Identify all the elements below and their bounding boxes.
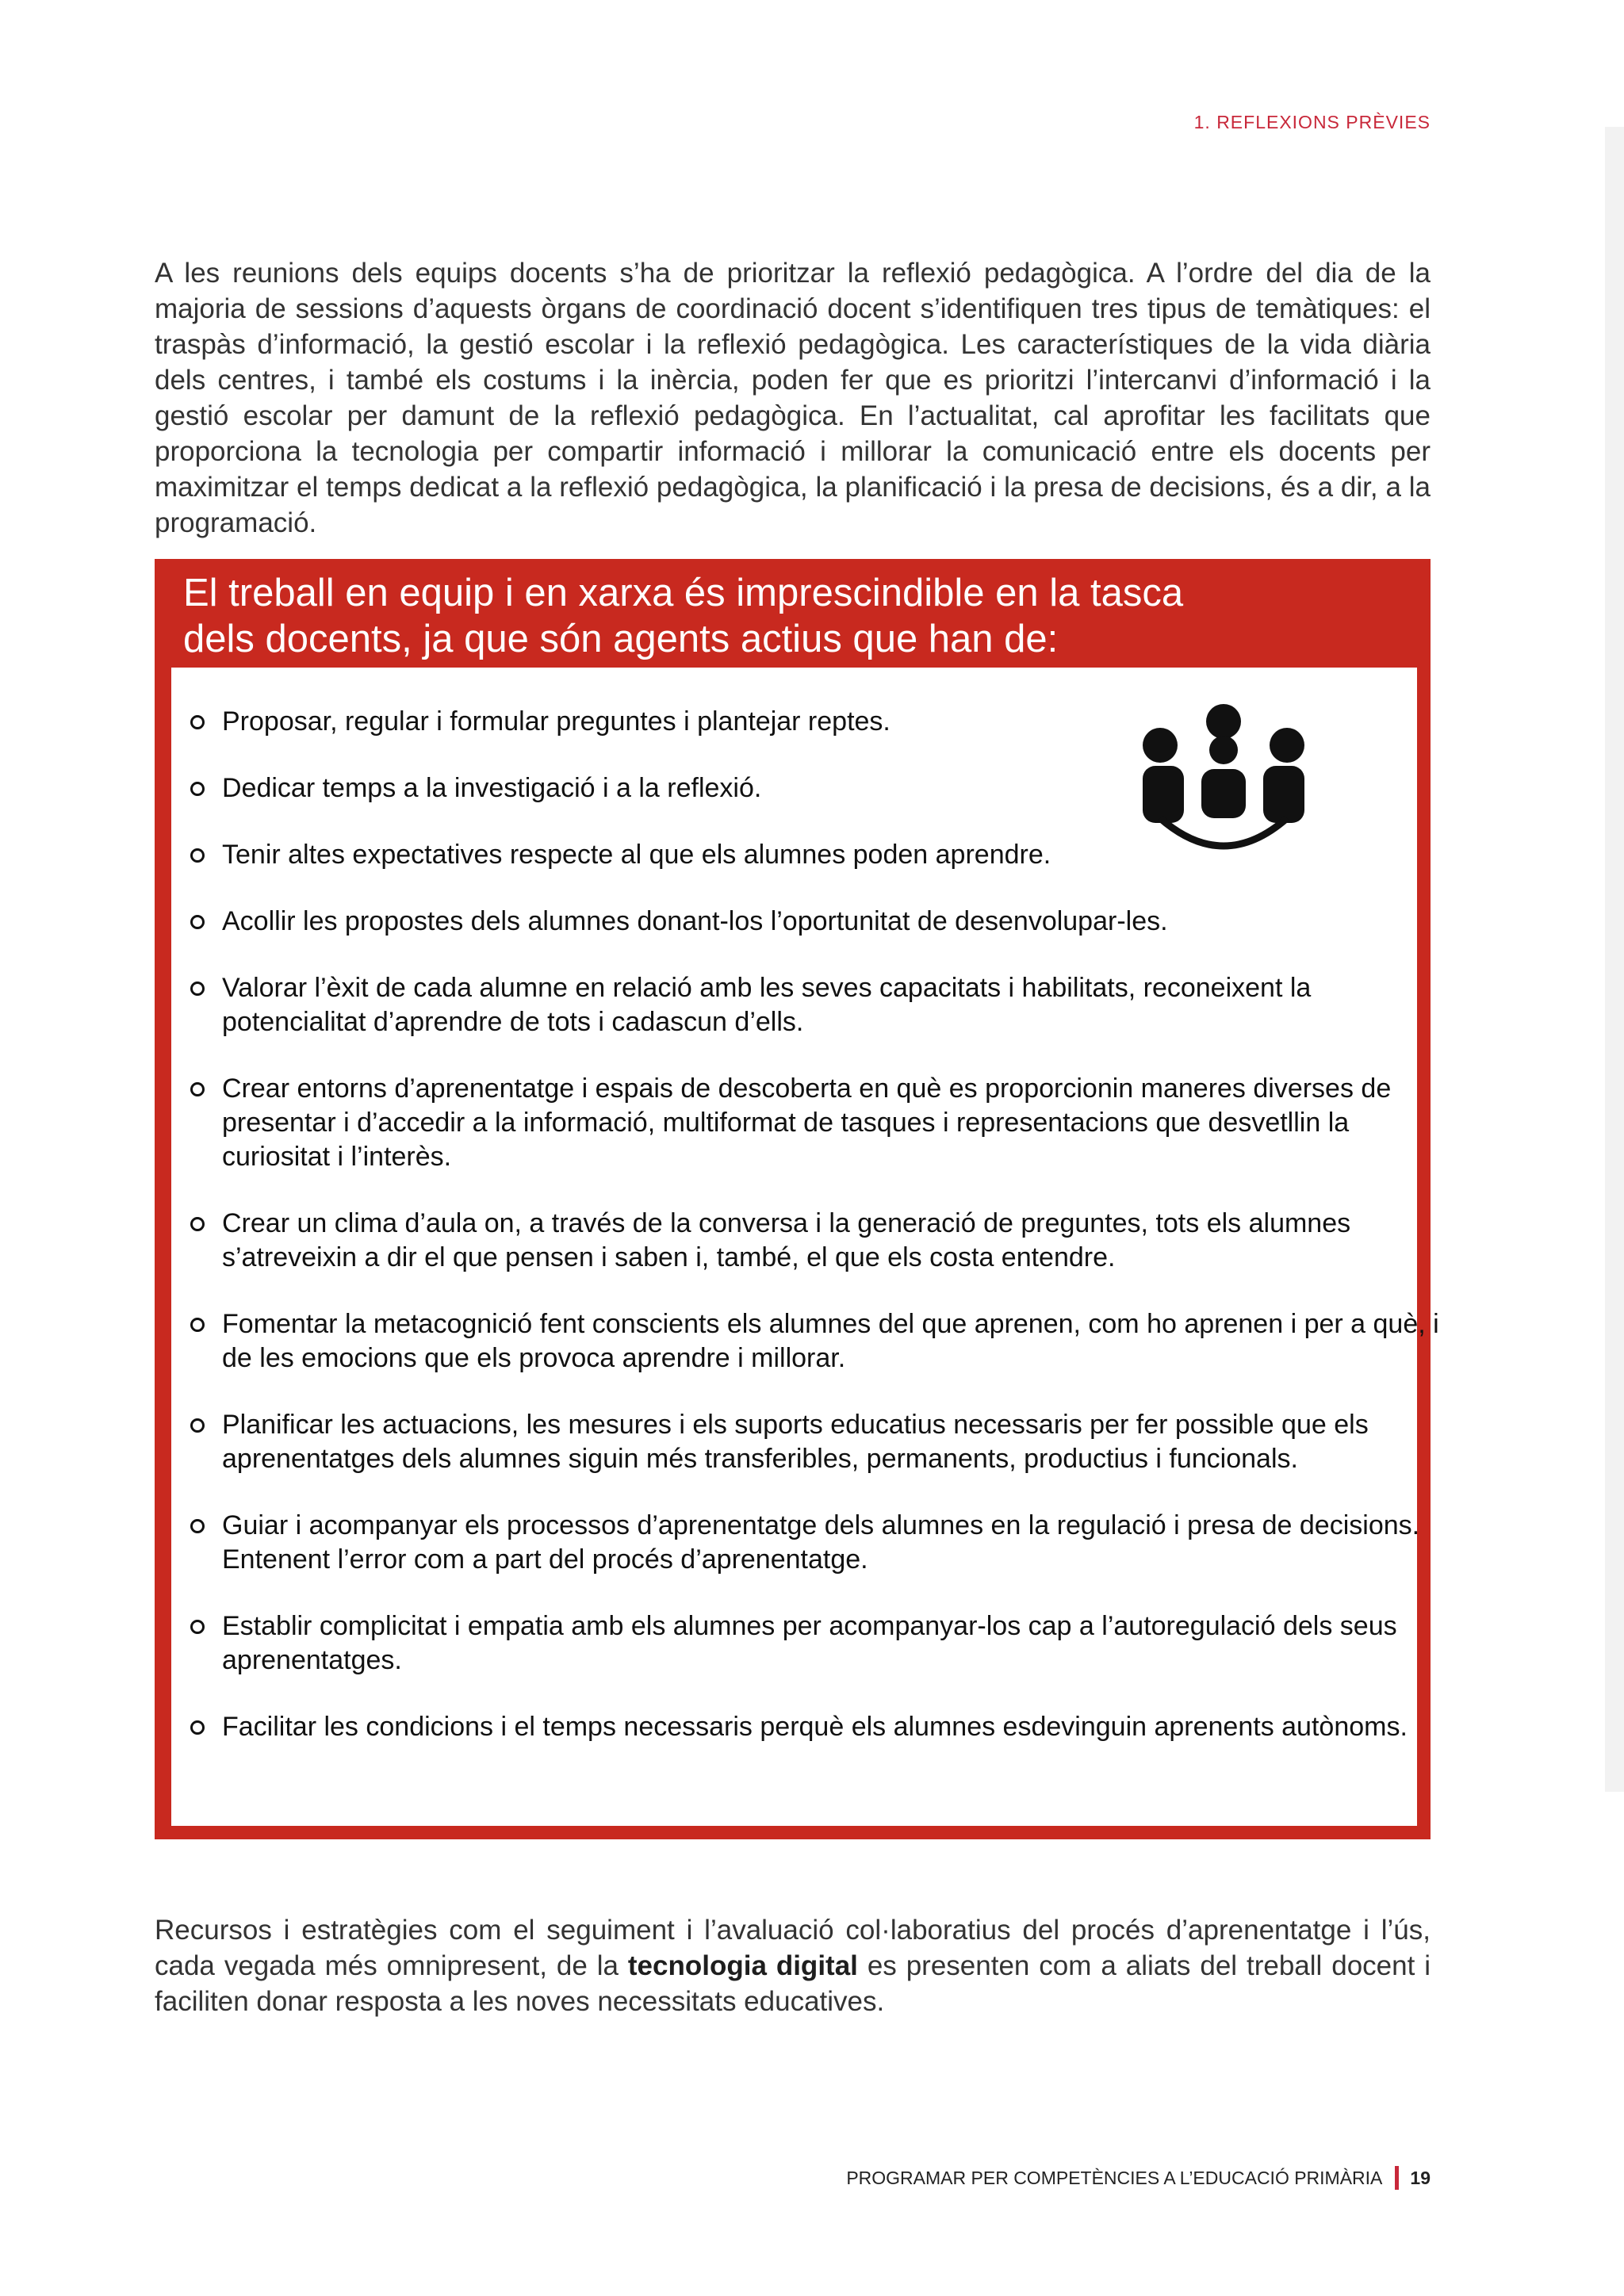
closing-paragraph: Recursos i estratègies com el seguiment i l’avaluació col·laboratius del procés d’aprenentatge i l’ús, cada vegada més omnipresent, de la tecnologia digital es presenten com a aliats del treball docent i faciliten donar resposta a les noves necessitats educatives.: [155, 1915, 1431, 2017]
circle-bullet-icon: [190, 1082, 205, 1096]
callout-title-line-2: dels docents, ja que són agents actius que han de:: [183, 618, 1059, 660]
page-footer: [846, 2166, 1431, 2190]
list-item: Tenir altes expectatives respecte al que els alumnes poden aprendre.: [190, 838, 1443, 872]
running-head: 1. REFLEXIONS PRÈVIES: [1193, 112, 1431, 132]
circle-bullet-icon: [190, 915, 205, 929]
circle-bullet-icon: [190, 848, 205, 863]
footer-title: PROGRAMAR PER COMPETÈNCIES A L’EDUCACIÓ PRIMÀRIA: [846, 2167, 1383, 2188]
list-item: Planificar les actuacions, les mesures i els suports educatius necessaris per fer possible que els aprenentatges dels alumnes siguin més transferibles, permanents, productius i funcionals.: [190, 1408, 1443, 1476]
page-number: 19: [1410, 2167, 1431, 2188]
circle-bullet-icon: [190, 715, 205, 729]
list-item: Fomentar la metacognició fent conscients els alumnes del que aprenen, com ho aprenen i per a què, i de les emocions que els provoca aprendre i millorar.: [190, 1307, 1443, 1376]
circle-bullet-icon: [190, 982, 205, 996]
circle-bullet-icon: [190, 1217, 205, 1231]
callout-title: [183, 570, 1293, 662]
list-item: Valorar l’èxit de cada alumne en relació amb les seves capacitats i habilitats, reconeixent la potencialitat d’aprendre de tots i cadascun d’ells.: [190, 971, 1443, 1039]
intro-paragraph: A les reunions dels equips docents s’ha de prioritzar la reflexió pedagògica. A l’ordre del dia de la majoria de sessions d’aquests òrgans de coordinació docent s’identifiquen tres tipus de temàtiques: el traspàs d’informació, la gestió escolar i la reflexió pedagògica. Les característiques de la vida diària dels centres, i també els costums i la inèrcia, poden fer que es prioritzi l’intercanvi d’informació i la gestió escolar per damunt de la reflexió pedagògica. En l’actualitat, cal aprofitar les facilitats que proporciona la tecnologia per compartir informació i millorar la comunicació entre els docents per maximitzar el temps dedicat a la reflexió pedagògica, la planificació i la presa de decisions, és a dir, a la programació.: [155, 258, 1431, 538]
callout-title-line-1: El treball en equip i en xarxa és imprescindible en la tasca: [183, 572, 1184, 614]
list-item: Acollir les propostes dels alumnes donant-los l’oportunitat de desenvolupar-les.: [190, 905, 1443, 939]
callout-body: [171, 668, 1439, 1826]
list-item: Dedicar temps a la investigació i a la reflexió.: [190, 771, 1443, 806]
list-item: Crear entorns d’aprenentatge i espais de descoberta en què es proporcionin maneres diverses de presentar i d’accedir a la informació, multiformat de tasques i representacions que desvetllin la curiositat i l’interès.: [190, 1072, 1443, 1174]
emphasis-digital-technology: tecnologia digital: [627, 1950, 858, 1981]
list-item: Facilitar les condicions i el temps necessaris perquè els alumnes esdevinguin aprenents autònoms.: [190, 1710, 1443, 1744]
circle-bullet-icon: [190, 782, 205, 796]
callout-box: [155, 559, 1439, 1839]
page-edge-shading: [1605, 127, 1624, 1792]
circle-bullet-icon: [190, 1318, 205, 1332]
list-item: Establir complicitat i empatia amb els alumnes per acompanyar-los cap a l’autoregulació dels seus aprenentatges.: [190, 1609, 1443, 1678]
circle-bullet-icon: [190, 1418, 205, 1433]
circle-bullet-icon: [190, 1720, 205, 1735]
list-item: Guiar i acompanyar els processos d’aprenentatge dels alumnes en la regulació i presa de decisions. Entenent l’error com a part del procés d’aprenentatge.: [190, 1509, 1443, 1577]
circle-bullet-icon: [190, 1519, 205, 1533]
circle-bullet-icon: [190, 1620, 205, 1634]
footer-divider: [1395, 2166, 1399, 2190]
list-item: Crear un clima d’aula on, a través de la conversa i la generació de preguntes, tots els alumnes s’atreveixin a dir el que pensen i saben i, també, el que els costa entendre.: [190, 1207, 1443, 1275]
list-item: Proposar, regular i formular preguntes i plantejar reptes.: [190, 705, 1443, 739]
competence-list: [190, 705, 1443, 1777]
